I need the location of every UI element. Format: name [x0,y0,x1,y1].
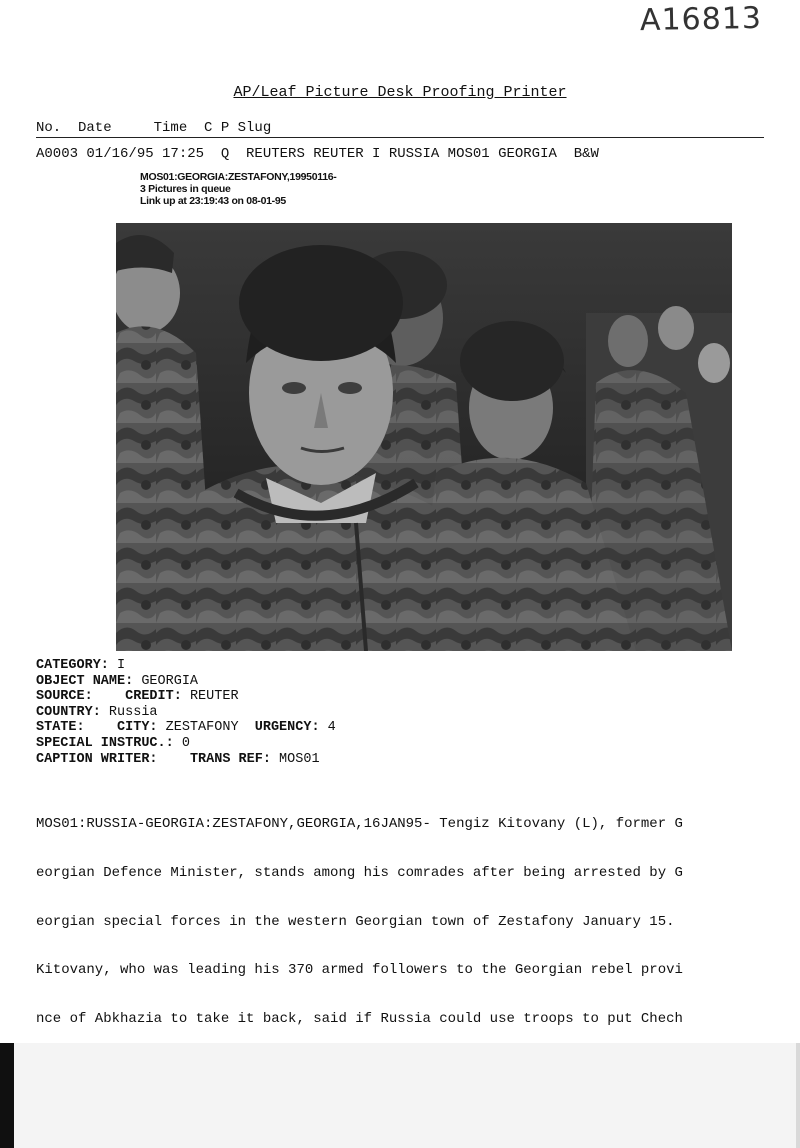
field-row-category [36,658,336,674]
field-value: GEORGIA [133,673,199,689]
field-value: MOS01 [270,751,320,767]
field-row-country [36,705,336,721]
column-header: No. Date Time C P Slug [36,120,764,138]
field-value [93,689,125,704]
field-row-object-name [36,674,336,690]
scan-edge-right [796,1043,800,1148]
caption-line: eorgian Defence Minister, stands among his comrades after being arrested by G [36,865,683,882]
caption-line: eorgian special forces in the western Georgian town of Zestafony January 15. [36,913,675,930]
field-value: ZESTAFONY [157,720,255,736]
field-label: STATE: [36,720,85,736]
field-label: OBJECT NAME: [36,673,134,689]
queue-count: 3 Pictures in queue [140,183,231,195]
field-label: CAPTION WRITER: [36,751,158,767]
field-label: SPECIAL INSTRUC.: [36,735,174,751]
scan-edge-left [0,1043,14,1148]
metadata-fields [36,658,336,767]
field-label: CITY: [117,720,158,736]
queue-slug: MOS01:GEORGIA:ZESTAFONY,19950116- [140,171,337,183]
field-value: 4 [319,720,336,736]
field-value: I [108,658,126,673]
photo-soldiers-icon [116,223,732,651]
queue-info [140,171,336,207]
field-value [158,752,190,767]
field-label: CREDIT: [125,689,182,705]
scan-bottom-band [0,1043,800,1148]
news-photo [116,223,732,651]
field-label: URGENCY: [254,720,320,736]
caption-line: Kitovany, who was leading his 370 armed followers to the Georgian rebel provi [36,962,683,979]
field-row-special-instruc [36,736,336,752]
field-value: 0 [173,735,190,751]
queue-link: Link up at 23:19:43 on 08-01-95 [140,195,286,207]
field-label: TRANS REF: [189,751,271,767]
field-label: CATEGORY: [36,658,109,673]
record-line: A0003 01/16/95 17:25 Q REUTERS REUTER I RUSSIA MOS01 GEORGIA B&W [36,146,599,162]
handwritten-annotation: A16813 [639,0,763,39]
field-row-source-credit [36,689,336,705]
caption-line: nce of Abkhazia to take it back, said if Russia could use troops to put Chech [36,1010,683,1027]
page-title: AP/Leaf Picture Desk Proofing Printer [233,84,567,101]
field-value: Russia [100,704,158,720]
field-row-caption-writer [36,752,336,768]
field-value [85,720,117,735]
field-label: COUNTRY: [36,704,101,720]
caption-line: MOS01:RUSSIA-GEORGIA:ZESTAFONY,GEORGIA,16JAN95- Tengiz Kitovany (L), former G [36,816,683,833]
field-value: REUTER [181,689,239,705]
field-label: SOURCE: [36,689,93,705]
field-row-state-city-urgency [36,720,336,736]
